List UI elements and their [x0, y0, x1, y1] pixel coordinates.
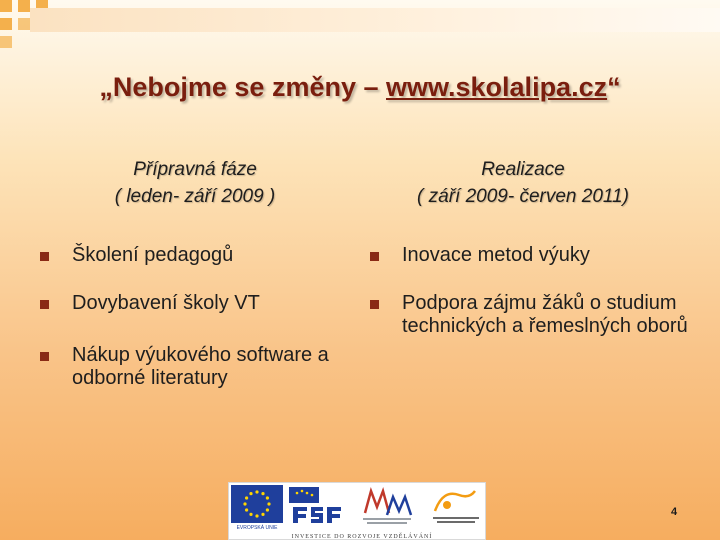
left-heading-line1: Přípravná fáze	[133, 159, 257, 180]
square-bullet-icon	[370, 300, 379, 309]
square-bullet-icon	[40, 300, 49, 309]
left-bullet-list	[36, 244, 346, 390]
left-column-heading	[40, 156, 350, 210]
list-item-text: Školení pedagogů	[72, 244, 234, 266]
title-suffix: “	[607, 72, 621, 102]
op-logo-icon	[429, 485, 483, 527]
page-number: 4	[670, 506, 678, 518]
list-item-text: Podpora zájmu žáků o studium technických a řemeslných oborů	[402, 292, 688, 337]
list-item	[36, 292, 346, 315]
right-bullet-list	[366, 244, 696, 338]
square-bullet-icon	[40, 352, 49, 361]
title-prefix: „Nebojme se změny –	[99, 72, 387, 102]
investment-tagline: INVESTICE DO ROZVOJE VZDĚLÁVÁNÍ	[291, 534, 433, 540]
list-item	[36, 344, 346, 390]
top-band	[30, 8, 720, 32]
list-item-text: Nákup výukového software a odborné literatury	[72, 344, 329, 389]
ministry-logo-icon	[357, 485, 417, 527]
square-bullet-icon	[40, 252, 49, 261]
left-heading-line2: ( leden- září 2009 )	[114, 186, 276, 207]
slide-title	[0, 72, 720, 103]
right-heading-line1: Realizace	[481, 159, 565, 180]
right-column-heading	[368, 156, 678, 210]
list-item-text: Inovace metod výuky	[402, 244, 590, 266]
list-item	[366, 244, 696, 267]
right-heading-line2: ( září 2009- červen 2011)	[417, 186, 629, 207]
funding-logo-strip	[228, 482, 486, 540]
list-item	[366, 292, 696, 338]
eu-label: EVROPSKÁ UNIE	[236, 525, 278, 531]
eu-flag-icon	[231, 485, 283, 523]
esf-logo-icon	[287, 485, 349, 525]
list-item-text: Dovybavení školy VT	[72, 292, 260, 314]
square-bullet-icon	[370, 252, 379, 261]
list-item	[36, 244, 346, 267]
title-link[interactable]: www.skolalipa.cz	[386, 72, 608, 102]
